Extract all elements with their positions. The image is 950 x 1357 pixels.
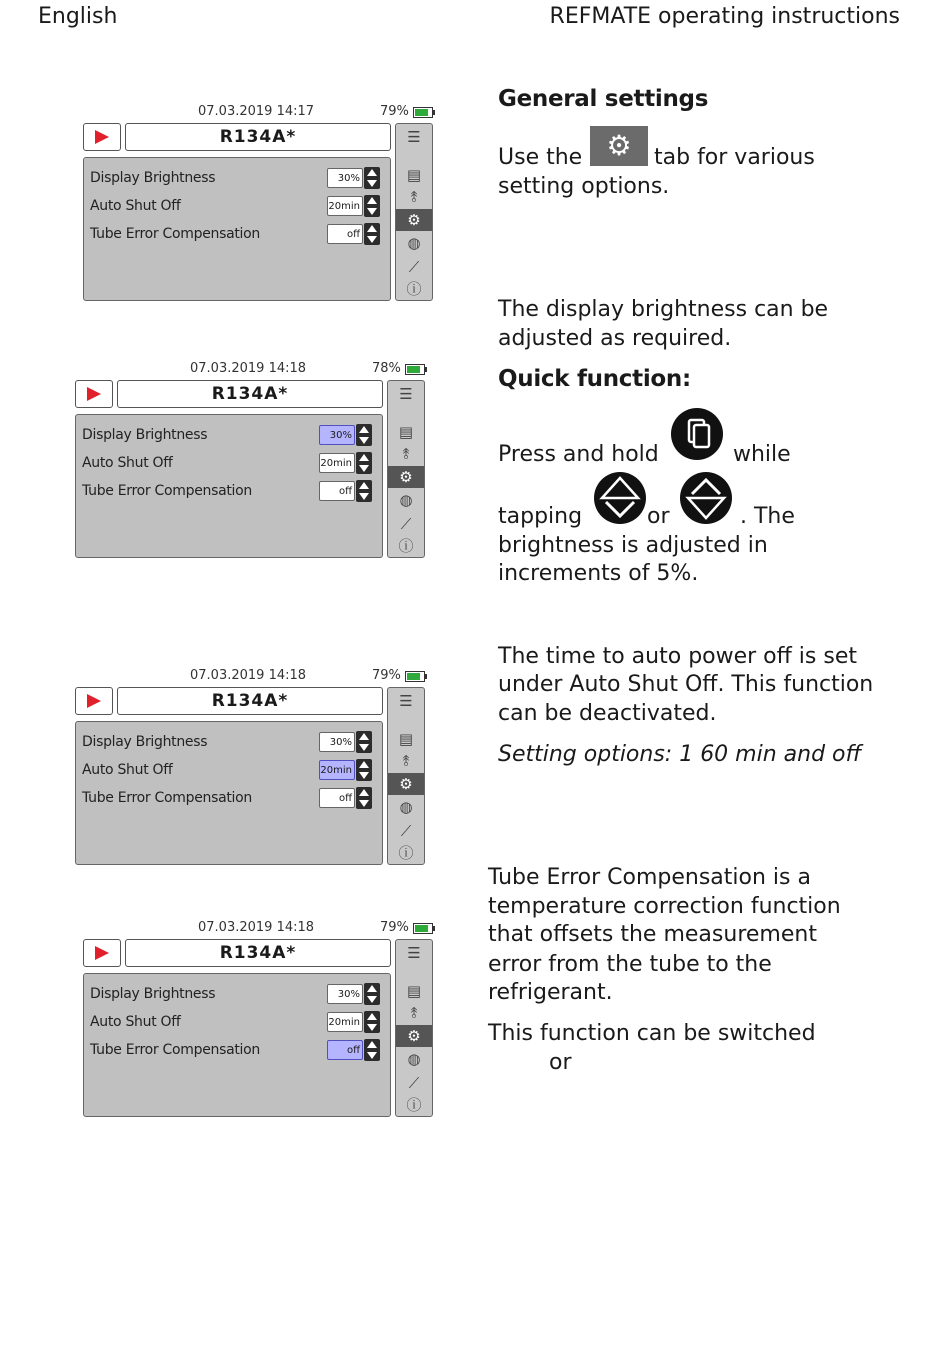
settings-tab-gear-icon: ⚙ [590, 126, 648, 166]
row-label-brightness: Display Brightness [82, 427, 208, 443]
screens-icon[interactable]: ▤ [406, 982, 422, 1000]
row-label-brightness: Display Brightness [90, 986, 216, 1002]
info-icon[interactable]: ⓘ [398, 537, 414, 555]
the-text: . The [740, 504, 795, 529]
row-label-tube: Tube Error Compensation [82, 483, 252, 499]
tube-text-2: temperature correction function [488, 894, 841, 919]
wireless-icon[interactable]: ⥉ [410, 188, 418, 206]
value-tube[interactable]: off [327, 1040, 363, 1060]
probe-icon[interactable]: ⟋ [408, 1074, 420, 1092]
globe-icon[interactable]: ◍ [407, 1050, 421, 1068]
wireless-icon[interactable]: ⥉ [410, 1004, 418, 1022]
setting-options-range: Setting options: 1 60 min and off [498, 742, 862, 767]
row-label-brightness: Display Brightness [90, 170, 216, 186]
menu-icon[interactable]: ☰ [399, 692, 413, 710]
play-button[interactable] [75, 380, 113, 408]
switch-or-text: or [549, 1050, 572, 1075]
value-brightness[interactable]: 30% [319, 425, 355, 445]
battery-percent: 78% [372, 361, 401, 376]
status-bar [83, 920, 443, 936]
refrigerant-title: R134A* [117, 687, 383, 715]
screens-icon[interactable]: ▤ [406, 166, 422, 184]
value-autoshutoff[interactable]: 20min [319, 760, 355, 780]
while-text: while [733, 442, 791, 467]
use-the-text: Use the [498, 145, 583, 170]
status-bar [83, 104, 443, 120]
row-label-autoshutoff: Auto Shut Off [90, 198, 181, 214]
stepper-tube[interactable] [356, 787, 372, 809]
stepper-tube[interactable] [356, 480, 372, 502]
gear-icon[interactable]: ⚙ [388, 466, 424, 488]
value-tube[interactable]: off [319, 788, 355, 808]
info-icon[interactable]: ⓘ [406, 280, 422, 298]
battery-icon [405, 364, 425, 375]
stepper-autoshutoff[interactable] [356, 759, 372, 781]
datetime: 07.03.2019 14:17 [198, 104, 315, 119]
info-icon[interactable]: ⓘ [406, 1096, 422, 1114]
device-screen-3 [75, 668, 435, 864]
status-bar [75, 668, 435, 684]
globe-icon[interactable]: ◍ [399, 491, 413, 509]
row-label-autoshutoff: Auto Shut Off [90, 1014, 181, 1030]
stepper-autoshutoff[interactable] [356, 452, 372, 474]
stepper-brightness[interactable] [364, 983, 380, 1005]
battery-icon [413, 107, 433, 118]
stepper-tube[interactable] [364, 1039, 380, 1061]
datetime: 07.03.2019 14:18 [190, 361, 307, 376]
side-tabbar [387, 687, 425, 865]
value-tube[interactable]: off [327, 224, 363, 244]
stepper-brightness[interactable] [364, 167, 380, 189]
value-brightness[interactable]: 30% [327, 984, 363, 1004]
down-arrow-button-icon [594, 472, 646, 524]
gear-icon[interactable]: ⚙ [396, 209, 432, 231]
battery-percent: 79% [380, 104, 409, 119]
play-button[interactable] [75, 687, 113, 715]
value-autoshutoff[interactable]: 20min [327, 196, 363, 216]
row-label-tube: Tube Error Compensation [82, 790, 252, 806]
settings-panel [75, 721, 383, 865]
value-brightness[interactable]: 30% [319, 732, 355, 752]
device-screen-2 [75, 361, 435, 557]
press-and-hold-text: Press and hold [498, 442, 659, 467]
menu-icon[interactable]: ☰ [407, 944, 421, 962]
screens-icon[interactable]: ▤ [398, 730, 414, 748]
battery-percent: 79% [372, 668, 401, 683]
wireless-icon[interactable]: ⥉ [402, 752, 410, 770]
probe-icon[interactable]: ⟋ [400, 515, 412, 533]
settings-panel [83, 157, 391, 301]
increments-text: increments of 5%. [498, 561, 699, 586]
probe-icon[interactable]: ⟋ [400, 822, 412, 840]
datetime: 07.03.2019 14:18 [190, 668, 307, 683]
tube-text-1: Tube Error Compensation is a [488, 865, 811, 890]
or-text: or [647, 504, 670, 529]
row-label-autoshutoff: Auto Shut Off [82, 455, 173, 471]
datetime: 07.03.2019 14:18 [198, 920, 315, 935]
tube-text-4: error from the tube to the [488, 952, 772, 977]
wireless-icon[interactable]: ⥉ [402, 445, 410, 463]
battery-percent: 79% [380, 920, 409, 935]
auto-off-text-2: under Auto Shut Off. This function [498, 672, 874, 697]
status-bar [75, 361, 435, 377]
refrigerant-title: R134A* [125, 123, 391, 151]
play-button[interactable] [83, 123, 121, 151]
device-screen-4 [83, 920, 443, 1116]
row-label-tube: Tube Error Compensation [90, 1042, 260, 1058]
brightness-text-2: adjusted as required. [498, 326, 732, 351]
tube-text-5: refrigerant. [488, 980, 613, 1005]
gear-icon[interactable]: ⚙ [388, 773, 424, 795]
side-tabbar [395, 123, 433, 301]
brightness-adjusted-text: brightness is adjusted in [498, 533, 768, 558]
setting-options-text: setting options. [498, 174, 670, 199]
refrigerant-title: R134A* [117, 380, 383, 408]
play-button[interactable] [83, 939, 121, 967]
info-icon[interactable]: ⓘ [398, 844, 414, 862]
brightness-text-1: The display brightness can be [498, 297, 829, 322]
up-arrow-button-icon [680, 472, 732, 524]
tapping-text: tapping [498, 504, 583, 529]
value-autoshutoff[interactable]: 20min [327, 1012, 363, 1032]
value-tube[interactable]: off [319, 481, 355, 501]
auto-off-text-3: can be deactivated. [498, 701, 717, 726]
auto-off-text-1: The time to auto power off is set [498, 644, 857, 669]
switch-text-1: This function can be switched [488, 1021, 816, 1046]
value-brightness[interactable]: 30% [327, 168, 363, 188]
probe-icon[interactable]: ⟋ [408, 258, 420, 276]
quick-function-heading: Quick function: [498, 366, 691, 392]
stepper-autoshutoff[interactable] [364, 1011, 380, 1033]
battery-icon [405, 671, 425, 682]
device-screen-1 [83, 104, 443, 300]
row-label-tube: Tube Error Compensation [90, 226, 260, 242]
settings-panel [83, 973, 391, 1117]
battery-icon [413, 923, 433, 934]
side-tabbar [387, 380, 425, 558]
row-label-brightness: Display Brightness [82, 734, 208, 750]
globe-icon[interactable]: ◍ [407, 234, 421, 252]
language-label: English [38, 4, 118, 29]
value-autoshutoff[interactable]: 20min [319, 453, 355, 473]
row-label-autoshutoff: Auto Shut Off [82, 762, 173, 778]
settings-panel [75, 414, 383, 558]
general-settings-heading: General settings [498, 86, 709, 112]
globe-icon[interactable]: ◍ [399, 798, 413, 816]
gear-icon[interactable]: ⚙ [396, 1025, 432, 1047]
stepper-brightness[interactable] [356, 424, 372, 446]
screens-button-icon [671, 408, 723, 460]
menu-icon[interactable]: ☰ [399, 385, 413, 403]
doc-title: REFMATE operating instructions [549, 4, 900, 29]
menu-icon[interactable]: ☰ [407, 128, 421, 146]
screens-icon[interactable]: ▤ [398, 423, 414, 441]
stepper-autoshutoff[interactable] [364, 195, 380, 217]
tube-text-3: that offsets the measurement [488, 922, 817, 947]
refrigerant-title: R134A* [125, 939, 391, 967]
tab-for-various-text: tab for various [654, 145, 815, 170]
side-tabbar [395, 939, 433, 1117]
stepper-brightness[interactable] [356, 731, 372, 753]
stepper-tube[interactable] [364, 223, 380, 245]
